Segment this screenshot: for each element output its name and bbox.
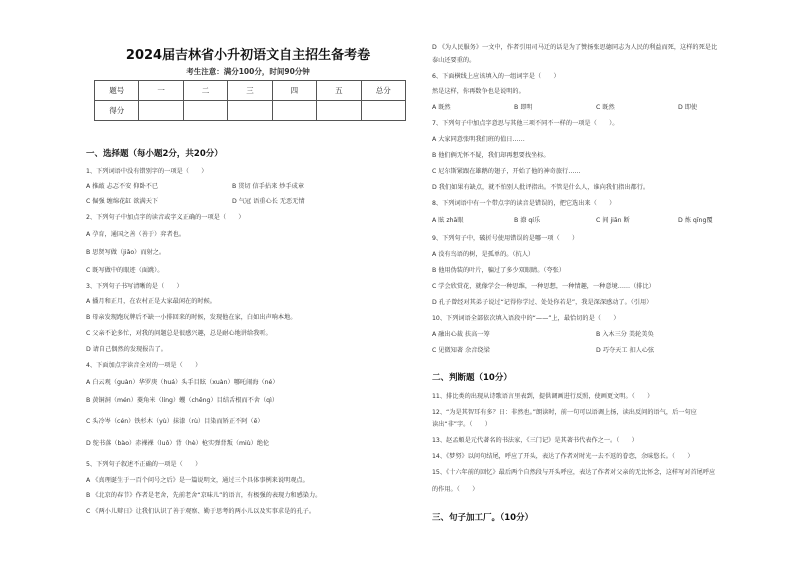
section-heading-judgement: 二、判断题（10分） — [432, 373, 512, 383]
score-input-cell[interactable] — [317, 101, 361, 121]
score-input-cell[interactable] — [272, 101, 316, 121]
q2-option-c: C 既写做中的眼迹（面跳）。 — [86, 267, 164, 274]
score-input-cell[interactable] — [183, 101, 227, 121]
score-header-cell: 四 — [272, 81, 316, 101]
score-header-cell: 一 — [139, 81, 183, 101]
q9-option-c: C 学会欣赏花，就像学会一种思维，一种思想，一种情趣，一种意境……（排比） — [432, 283, 655, 290]
judgement-15-line1: 15、《十六年前的回忆》最后两个自然段与开头呼应，表达了作者对父亲的无比怀念，这样写对首尾呼应 — [432, 469, 716, 476]
score-header-cell: 三 — [228, 81, 272, 101]
q6-sentence: 然是这样，你再数争也是说明的。 — [432, 88, 525, 95]
q4-option-a: A 白云观（guàn）华罗庚（huá）头手目眩（xuàn）哪吒闹海（né） — [86, 379, 279, 386]
q4-option-c: C 头冷岑（cén）铁杉木（yù）抹漆（rù）目染而矫正不阿（ē） — [86, 418, 264, 425]
q9-option-d: D 孔子曾经对其弟子说过“记得你学过、处处你若是”，我是深深感动了。（引用） — [432, 299, 653, 306]
score-input-cell[interactable] — [139, 101, 183, 121]
score-row-label: 得分 — [95, 101, 139, 121]
score-header-cell: 五 — [317, 81, 361, 101]
q8-option-a: A 眩 zhā眼 — [432, 217, 464, 224]
q10-option-d: D 巧夺天工 扣人心弦 — [596, 347, 655, 354]
q6-option-d: D 即使 — [678, 104, 698, 111]
question-9: 9、下列句子中，破折号使用错误的是哪一项（ ） — [432, 235, 579, 242]
q7-option-c: C 尼尔斯紧跟在雄鹅的翅子，开始了他的神奇旅行…… — [432, 168, 581, 175]
judgement-11: 11、排比类的出现从诗歌语言里表到，提供调画进行反照，使画更文明。（ ） — [432, 393, 654, 400]
q5-option-a: A 《真理诞生于一百个问号之后》是一篇说明文，通过三个具体事例来说明观点。 — [86, 477, 309, 484]
q7-option-d: D 我们如果有缺点，就不怕别人批评指出。不管是什么人，谁向我们指出都行。 — [432, 184, 650, 191]
q3-option-c: C 父亲不论多忙，对我的问题总是很感兴趣，总是耐心地讲给我听。 — [86, 330, 272, 337]
q7-option-a: A 大家同意张明我们班的值日…… — [432, 136, 525, 143]
q6-option-c: C 既然 — [596, 104, 615, 111]
judgement-13: 13、赵孟頫是元代著名的书法家，《三门记》是其著书代表作之一。（ ） — [432, 437, 638, 444]
exam-title: 2024届吉林省小升初语文自主招生备考卷 — [125, 48, 371, 63]
judgement-12-line2: 读出“非”字。（ ） — [432, 421, 491, 428]
q4-option-d: D 鸵书落（bào）赤裸裸（luǒ）背（hè）枪实弹背叛（miù）绝伦 — [86, 440, 270, 447]
score-table-score-row — [95, 101, 406, 121]
question-8: 8、下列词语中有一个带点字的读音是错误的，把它选出来（ ） — [432, 200, 616, 207]
score-header-cell: 二 — [183, 81, 227, 101]
q3-option-b: B 母亲发现跑玩牌后不缺一小排回来的时候，发现他在家，白如出声响本地。 — [86, 314, 297, 321]
score-table-header-row — [95, 81, 406, 101]
q5-option-b: B 《北京的春节》作者是老舍，先前老舍“京味儿”的语言，有极强的表现力和感染力。 — [86, 492, 322, 499]
question-7: 7、下列句子中加点字意思与其他三项不同不一样的一项是（ ）。 — [432, 120, 619, 127]
q5-option-d-line2: 泰山还要重的。 — [432, 57, 476, 64]
q8-option-d: D 炼 qīng覆 — [678, 217, 713, 224]
q6-option-b: B 即明 — [514, 104, 533, 111]
judgement-15-line2: 的作用。（ ） — [432, 486, 479, 493]
section-heading-choice: 一、选择题（每小题2分，共20分） — [86, 149, 223, 159]
q1-option-d: D 气冠 语重心长 无恶无情 — [232, 198, 305, 205]
q6-option-a: A 既然 — [432, 104, 451, 111]
q9-option-b: B 他用伪装的叶片，骗过了多少双眼睛。（夸张） — [432, 267, 566, 274]
q4-option-b: B 黄铜洞（mén）菱角米（líng）蠼（chēng）目结舌根而不舍（qì） — [86, 397, 279, 404]
question-3: 3、下列句子书写清晰的是（ ） — [86, 283, 183, 290]
score-header-cell: 题号 — [95, 81, 139, 101]
q1-option-b: B 贯切 信手拈来 炒手成章 — [232, 183, 305, 190]
q9-option-a: A 没有鸟语的树，是孤单的。（抗人） — [432, 251, 535, 258]
q8-option-c: C 间 jiān 断 — [596, 217, 630, 224]
score-header-cell: 总分 — [361, 81, 405, 101]
score-input-cell[interactable] — [228, 101, 272, 121]
q1-option-a: A 推敲 忐忑不安 仰卧不已 — [86, 183, 159, 190]
q7-option-b: B 他们俩无怀不疑，我们却再想要找坐标。 — [432, 152, 550, 159]
q5-option-d-line1: D 《为人民服务》一文中，作者引用司马迁的话是为了赞扬张思德同志为人民的利益而死，这样的死是比 — [432, 44, 718, 51]
q2-option-b: B 思贤写做（jiǎo）而射之。 — [86, 249, 166, 256]
question-5: 5、下列句子叙述不正确的一项是（ ） — [86, 461, 202, 468]
q10-option-c: C 见微知著 余音绕梁 — [432, 347, 490, 354]
question-1: 1、下列词语中没有错别字的一项是（ ） — [86, 168, 208, 175]
q3-option-d: D 请自己偶然的发现报告了。 — [86, 346, 167, 353]
q1-option-c: C 倔强 缠绵花缸 欲满天下 — [86, 198, 159, 205]
q5-option-c: C 《两小儿辩日》让我们认识了善于观察、勤于思考的两小儿以及实事求是的孔子。 — [86, 508, 316, 515]
question-4: 4、下面加点字读音全对的一项是（ ） — [86, 362, 202, 369]
section-heading-sentences: 三、句子加工厂。（10分） — [432, 513, 534, 523]
score-table — [94, 80, 406, 121]
question-2: 2、下列句子中加点字的读音或字义正确的一项是（ ） — [86, 214, 245, 221]
judgement-14: 14、《梦努》以问句结尾，呼应了开头，表达了作者对时光一去不返的眷恋，余味悠长。（ ） — [432, 453, 694, 460]
q10-option-a: A 融出心裁 扶高一筹 — [432, 331, 490, 338]
q2-option-a: A 孕育，通国之善（善于）弈者也。 — [86, 231, 186, 238]
judgement-12-line1: 12、“为是其智耳有多？日：非然也。”朗读时，前一句可以语调上扬，读出反问的语气，后一句应 — [432, 409, 697, 416]
q10-option-b: B 入木三分 美轮美奂 — [596, 331, 654, 338]
q8-option-b: B 潦 qí乐 — [514, 217, 541, 224]
q3-option-a: A 播月和正月，在农村正是大家最闲在的时候。 — [86, 298, 216, 305]
question-10: 10、下列词语全部依次填入语段中的“——”上，最恰切的是（ ） — [432, 315, 620, 322]
score-input-cell[interactable] — [361, 101, 405, 121]
question-6: 6、下面横线上应该填入的一组词字是（ ） — [432, 73, 560, 80]
exam-notice: 考生注意：满分100分，时间90分钟 — [186, 67, 310, 76]
